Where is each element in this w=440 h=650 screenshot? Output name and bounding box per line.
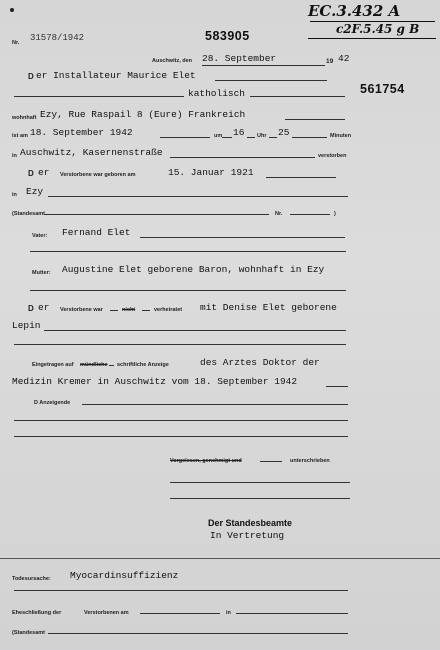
reg-label-a: Eingetragen auf <box>32 362 74 368</box>
registration-date: 28. September <box>202 53 277 64</box>
death-certificate-document: Nr. 31578/1942 583905 EC.3.432 A c2F.5.45 g B Auschwitz, den 28. September 19 42 D er Installateur Maurice Elet katholisch 561754 wohnhaft Ezy, Rue Raspail 8 (Eure) Frankreich ist am 18. September 1942 um 16 Uhr 25 Minuten in Auschwitz, Kasernenstraße verstorben D er Verstorbene war geboren am 15. Januar 1921 in Ezy (Standesamt Nr. ) Vater: Fernand Elet Mutter: Augustine Elet geborene Baron, wohnhaft in Ezy D er Verstorbene war nicht verheiratet mit Denise Elet geborene Lepin Eingetragen auf mündliche schriftliche Anzeige des Arztes Doktor der Medizin Kremer in Auschwitz vom 18. September 1942 D Anzeigende Vorgelesen, genehmigt und unterschrieben Der Standesbeamte In Vertretung Todesursache: Myocardinsuffizienz Eheschließung der Verstorbenen am in (Standesamt <box>0 0 440 650</box>
vater-label: Vater: <box>32 233 48 239</box>
reg-label-schriftliche: schriftliche Anzeige <box>117 362 169 368</box>
marriage-label: Eheschließung der <box>12 610 62 616</box>
place-date-label: Auschwitz, den <box>152 58 193 64</box>
spouse: mit Denise Elet geborene <box>200 302 337 313</box>
archive-line-1: EC.3.432 A <box>308 2 401 20</box>
verstorben-label: verstorben <box>318 153 347 159</box>
punch-mark <box>10 8 14 12</box>
year-prefix: 19 <box>326 58 334 65</box>
marriage-in-label: in <box>226 610 231 616</box>
death-date: 18. September 1942 <box>30 127 133 138</box>
deceased-name: er Installateur Maurice Elet <box>36 70 196 81</box>
marriage-label-b: Verstorbenen am <box>84 610 129 616</box>
mutter-label: Mutter: <box>32 270 51 276</box>
mother-name: Augustine Elet geborene Baron, wohnhaft in Ezy <box>62 264 325 275</box>
birth-place: Ezy <box>26 186 44 197</box>
reg-label-muendliche: mündliche <box>80 362 108 368</box>
archive-line-2: c2F.5.45 g B <box>336 22 420 36</box>
birth-er: er <box>38 167 50 178</box>
registration-text-continued: Medizin Kremer in Auschwitz vom 18. September 1942 <box>12 376 298 387</box>
death-place: Auschwitz, Kasernenstraße <box>20 147 163 158</box>
der-prefix: D <box>28 72 34 81</box>
standesamt-label: (Standesamt <box>12 211 46 217</box>
marr-label-nicht: nicht <box>122 307 136 313</box>
minuten-label: Minuten <box>330 133 352 139</box>
uhr-label: Uhr <box>257 133 267 139</box>
birth-label: Verstorbene war geboren am <box>60 172 136 178</box>
registration-text: des Arztes Doktor der <box>200 357 320 368</box>
religion: katholisch <box>188 88 246 99</box>
unterschrieben-label: unterschrieben <box>290 458 330 464</box>
birth-der-prefix: D <box>28 169 34 178</box>
anzeigende-label: D Anzeigende <box>34 400 71 406</box>
stamp-number-top: 583905 <box>205 29 250 43</box>
nr-value: 31578/1942 <box>30 33 85 43</box>
standesamt-bottom-label: (Standesamt <box>12 630 46 636</box>
residence-label: wohnhaft <box>12 115 37 121</box>
marr-er: er <box>38 302 50 313</box>
cause-label: Todesursache: <box>12 576 51 582</box>
residence: Ezy, Rue Raspail 8 (Eure) Frankreich <box>40 109 246 120</box>
vorgelesen-label: Vorgelesen, genehmigt und <box>170 458 242 464</box>
um-label: um <box>214 133 223 139</box>
in-label: in <box>12 153 17 159</box>
birth-date: 15. Januar 1921 <box>168 167 254 178</box>
ist-am-label: ist am <box>12 133 28 139</box>
cause-of-death: Myocardinsuffizienz <box>70 570 179 581</box>
in-vertretung: In Vertretung <box>210 530 285 541</box>
standesamt-nr-label: Nr. <box>275 211 283 217</box>
marr-label-verheiratet: verheiratet <box>154 307 183 313</box>
marr-der-prefix: D <box>28 304 34 313</box>
death-hour: 16 <box>233 127 245 138</box>
marr-label-a: Verstorbene war <box>60 307 103 313</box>
stamp-number-side: 561754 <box>360 82 405 96</box>
official-title: Der Standesbeamte <box>208 518 293 528</box>
registration-year: 42 <box>338 53 350 64</box>
nr-label: Nr. <box>12 40 20 46</box>
spouse-continued: Lepin <box>12 320 41 331</box>
father-name: Fernand Elet <box>62 227 131 238</box>
death-minute: 25 <box>278 127 290 138</box>
archive-reference <box>308 2 438 44</box>
birth-in-label: in <box>12 192 17 198</box>
